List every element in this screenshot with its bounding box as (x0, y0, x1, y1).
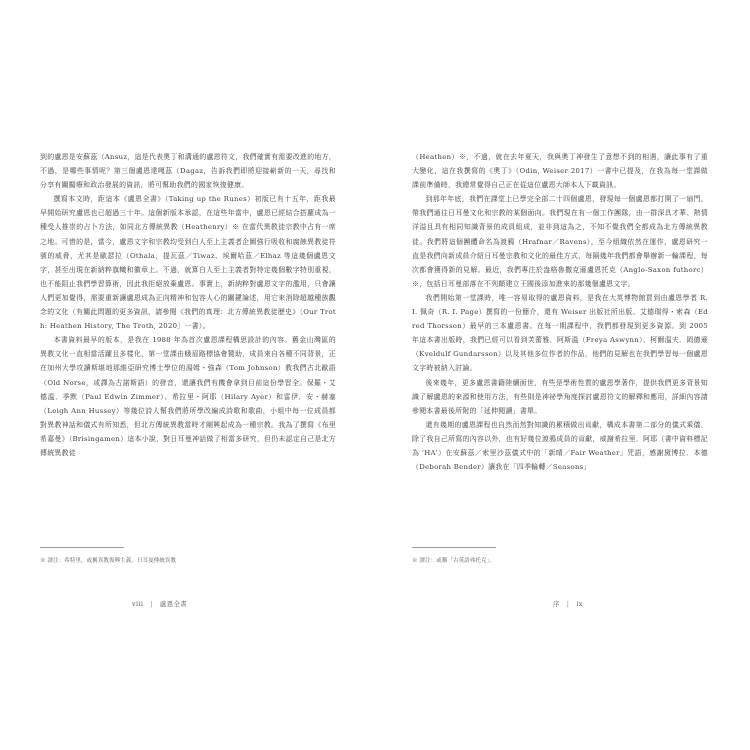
left-page-number: viii (132, 600, 144, 608)
left-paragraph-3: 本書資料最早的版本，是我在 1988 年為首次盧恩課程構思設計的內容。舊金山灣區的異教文化一直相當活躍且多樣化，第一堂課由蛾眉路標協會贊助，成員來自各種不同背景，正在加州大學攻讀斯堪地那維亞研究博士學位的湯姆・強森（Tom Johnson）教我們古北歐語（Old Norse，或譯為古諾斯語）的發音，還讓我們有機會拿到目前這份學習全。保羅・艾德溫．季默（Paul Edwin Zimmer）、希拉里・阿耶（Hilary Ayer）和雷伊．安・赫塞（Leigh Ann Hussey）等幾位詩人幫我們將所學改編成詩歌和歌曲，小組中每一位成員都對異教神話和儀式有所知悉，但北方傳統異教當時才剛興起成為一種宗教。我為了撰寫《布里希嘉曼》（Brisingamen）這本小說，對日耳曼神話做了相當多研究，但仍未認定自己是北方傳統異教徒 (40, 336, 336, 457)
right-paragraph-5: 還有幾期的盧恩課程也自然而然對知識的累積做出貢獻，構成本書第二部分的儀式乘儀，除了我自己所寫的內容以外，也有好幾位渡鴉成員的貢獻，威謝希拉里．阿耶（書中資料標記為 'HA'）在安蘇茲／索里沙茲儀式中的「新晴／Fair Weather」咒語，感謝黛博拉．本德（Deborah Bender）讓我在「四季輪轉／Seasons」 (412, 420, 708, 472)
right-paragraph-1: （Heathen）※，不過，就在去年夏天，我與奧丁神發生了意想不到的相遇，讓此事有了重大變化，這在我撰寫的《奧丁》（Odin, Weiser 2017）一書中已提及，在我為每一堂課做課前準備時，我總常覺得自己正在從這位盧恩大師本人下載資訊。 (412, 153, 708, 190)
running-head: 盧恩全書 (159, 600, 188, 608)
right-paragraph-4: 後來幾年，更多盧恩書籍陸續面世，有些是學術性質的盧恩學著作，提供我們更多背景知識了解盧恩的來源和使用方法，有些則是神祕學角度探討盧恩符文的解釋和應用，詳細內容請參閱本書最後所附的「延伸閱讀」書單。 (412, 378, 708, 415)
right-footnote-rule (412, 547, 496, 548)
right-paragraph-3: 我們開始第一堂課時，唯一容易取得的盧恩資料，是我在大英博物館買到由盧恩學者 R. I. 佩奇（R. I. Page）撰寫的一份簡介，還有 Weiser 出版社所出版、艾德瑞得・索森（Edred Thorsson）最早的三本盧恩書。在每一期課程中，我們都發現到更多資源。到 2005 年這本書出版時，我們已經可以看到芙蕾雅．阿斯溫（Freya Aswynn）、柯爾溫夫．岡德遜（Kveldulf Gundarsson）以及其他多位作者的作品，他們的見解也在我們學習每一個盧恩文字時被納入討論。 (412, 293, 708, 373)
left-folio (132, 599, 187, 608)
right-footnote: ※ 譯注：或稱「古英語弗托克」。 (412, 558, 496, 564)
left-footnote-rule (40, 547, 124, 548)
left-page (40, 150, 336, 460)
left-footnote: ※ 譯注：希特里，或稱異教復興主義，日耳曼傳統異教 (40, 558, 177, 564)
folio-divider: | (566, 600, 570, 608)
right-paragraph-2: 到那年年底，我們在課堂上已學完全部二十四個盧恩，發現每一個盧恩都打開了一扇門，帶我們通往日耳曼文化和宗教的某個面向。我們現在有一個工作團隊，由一群深具才華、熱情洋溢且具有相同知識背景的成員組成，並非到這為之，不知不覺我們全都成為北方傳統異教徒。我們將這個團體命名為渡鴉（Hrafnar／Ravens），至今組織依然在運作，盧恩研究一直是我們向新成員介紹日耳曼宗教和文化的最佳方式，每隔幾年我們都會舉辦新一輪課程，每次都會獲得新的見解。最近，我們專注於盎格魯撒克遜盧恩托克（Anglo-Saxon futhorc）※，包括日耳曼部落在不列顛建立王國後添加進來的那幾個盧恩文字。 (412, 195, 708, 288)
right-folio (553, 599, 583, 608)
left-paragraph-2: 撰寫本文時，距這本《盧恩全書》（Taking up the Runes）初版已有十五年，距我最早開始研究盧恩也已超過三十年。這個新版本承認，在這些年當中，盧恩已經結合搭蘿成為一種受人推崇的占卜方法，如同北方傳統異教（Heathenry）※ 在當代異教徒宗教中占有一席之地。可惜的是，當今，盧恩文字和宗教均受到白人至上主義者企圖強行吸收和腐蝕異教徒符號的威脅，尤其是歐瑟拉（Othala，提瓦茲／Tiwaz、埃爾哈茲／Elhaz 等這幾個盧恩文字，甚至出現在新納粹旗幟和徽章上。不過，就算白人至上主義者對特定幾個數字特別重視，也不能阻止我們學習算術，因此我拒絕放棄盧恩。事實上，新納粹對盧恩文字的濫用，只會讓人們更加覺得，需要重新讓盧恩成為正向精神和包容人心的關鍵論述，用它來消除超越種族觀念的文化（有關此問題的更多資訊，請參閱《我們的真理：北方傳統異教徒歷史》〔Our Troth: Heathen History, The Troth, 2020〕一書）。 (40, 195, 336, 331)
folio-divider: | (150, 600, 153, 608)
right-page (412, 150, 708, 474)
right-page-number: ix (576, 600, 583, 608)
section-label: 序 (553, 600, 560, 608)
left-paragraph-1: 到的盧恩是安蘇茲（Ansuz，這是代表奧丁和溝通的盧恩符文，我們確實有需要改進的地方，不過，是哪些事情呢？第三個盧恩達嘎茲（Dagaz，告訴我們即將迎接嶄新的一天，尋找和分享有關醫療和政治發展的資訊，將可幫助我們的國家恢復健康。 (40, 153, 336, 190)
